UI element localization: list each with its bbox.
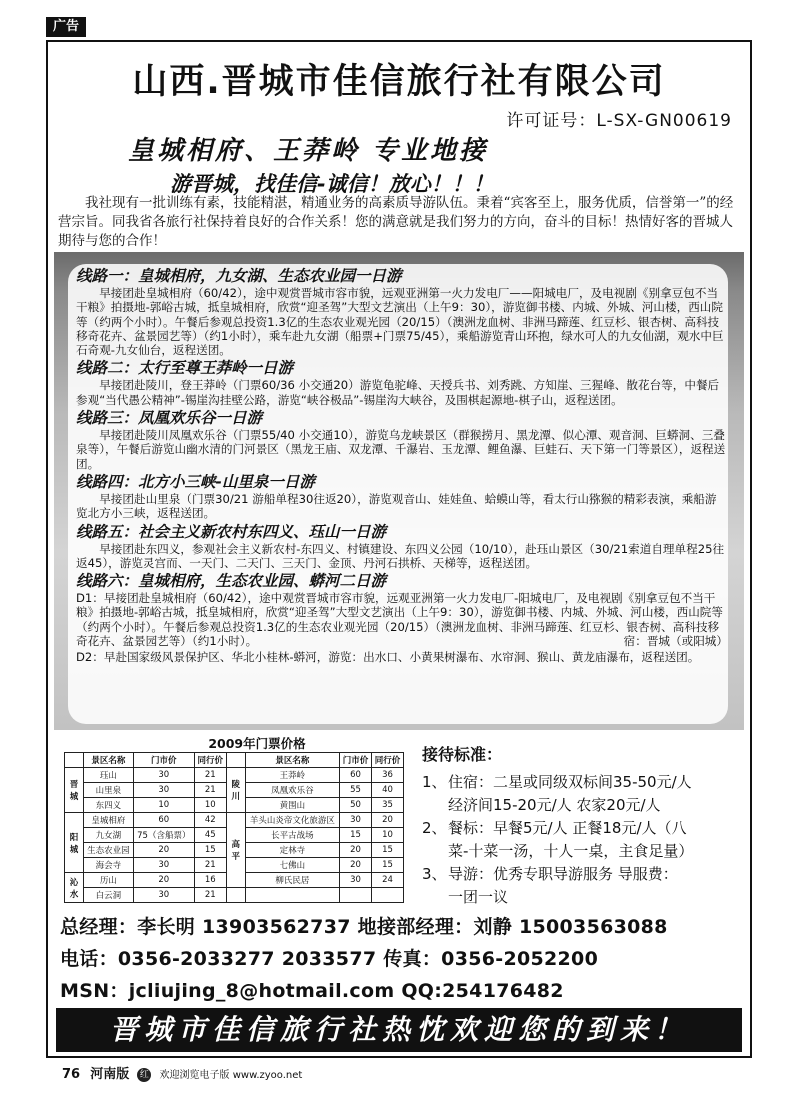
contact-msn-qq: MSN：jcliujing_8@hotmail.com QQ:254176482 (60, 980, 564, 1002)
ad-tag: 广告 (46, 17, 86, 37)
browse-link[interactable]: 欢迎浏览电子版 www.zyoo.net (159, 1070, 303, 1081)
retail-price: 30 (133, 888, 194, 903)
page-number: 76 (62, 1067, 81, 1082)
slogan-main: 皇城相府、王莽岭 专业地接 (128, 136, 489, 166)
item-line: 菜-十菜一汤，十人一桌，主食足量） (448, 842, 694, 860)
scenic-name: 东四义 (84, 798, 134, 813)
trade-price: 15 (194, 843, 226, 858)
item-number: 3、 (422, 865, 447, 883)
region-label: 高平 (226, 813, 245, 888)
advert-frame (46, 40, 752, 1058)
table-cell (245, 888, 339, 903)
scenic-name: 羊头山炎帝文化旅游区 (245, 813, 339, 828)
scenic-name: 七佛山 (245, 858, 339, 873)
welcome-banner: 晋城市佳信旅行社热忱欢迎您的到来！ (56, 1008, 742, 1052)
table-row (65, 888, 404, 903)
scenic-name: 历山 (84, 873, 134, 888)
trade-price: 15 (372, 858, 404, 873)
trade-price: 35 (372, 798, 404, 813)
retail-price: 10 (133, 798, 194, 813)
reception-title: 接待标准： (422, 745, 503, 764)
column-header: 景区名称 (84, 753, 134, 768)
route-title: 线路一：皇城相府，九女湖、生态农业园一日游 (76, 267, 402, 285)
route-title: 线路五：社会主义新农村东四义、珏山一日游 (76, 522, 387, 541)
item-line: 餐标：早餐5元/人 正餐18元/人（八 (448, 819, 687, 837)
license-number: 许可证号：L-SX-GN00619 (506, 111, 732, 131)
route-desc: 早接团赴皇城相府（60/42），途中观赏晋城市容市貌，远观亚洲第一火力发电厂——阳城电厂，及电视剧《别拿豆包不当干粮》拍摄地-郭峪古城，抵皇城相府，欣赏“迎圣驾”大型文艺演出（上午9：30），游览御书楼、内城、外城、河山楼，西山院等（约两个小时）。午餐后参观总投资1.3亿的生态农业观光园（20/15）（澳洲龙血树、非洲马蹄莲、红豆杉、银杏树、高科技移奇花卉、盆景园艺等）（约1小时），乘车赴九女湖（船票+门票75/45），乘船游览青山环抱，绿水可人的九女仙湖，观水中巨石奇观-九女仙台，返程送团。 (76, 286, 724, 358)
retail-price: 30 (340, 813, 372, 828)
scenic-name: 海会寺 (84, 858, 134, 873)
retail-price: 75（含船票） (133, 828, 194, 843)
route-desc: 早接团赴东四义，参观社会主义新农村-东四义、村镇建设、东四义公园（10/10），赴珏山景区（30/21索道自理单程25往返45），游览灵宫而、一天门、二天门、三天门、金顶、丹河石拱桥、天梯等，返程送团。 (76, 541, 725, 570)
route-day1: D1：早接团赴皇城相府（60/42），途中观赏晋城市容市貌，远观亚洲第一火力发电厂-阳城电厂，及电视剧《别拿豆包不当干粮》拍摄地-郭峪古城，抵皇城相府，欣赏“迎圣驾”大型文艺演出（上午9：30），游览御书楼、内城、外城、河山楼，西山院等（约两个小时）。午餐后参观总投资1.3亿的生态农业观光园（20/15）（澳洲龙血树、非洲马蹄莲、红豆杉、银杏树、高科技移奇花卉、盆景园艺等）（约1小时）。 (76, 591, 723, 649)
reception-standards (422, 742, 742, 909)
route-title: 线路三：凤凰欢乐谷一日游 (76, 409, 263, 428)
contact-managers: 总经理：李长明 13903562737 地接部经理：刘静 15003563088 (60, 916, 668, 938)
reception-item (422, 863, 742, 909)
edition-label: 河南版 (90, 1067, 130, 1082)
item-number: 1、 (422, 773, 447, 791)
trade-price: 16 (194, 873, 226, 888)
intro-paragraph: 我社现有一批训练有素，技能精湛，精通业务的高素质导游队伍。秉着“宾客至上，服务优质，信誉第一”的经营宗旨。同我省各旅行社保持着良好的合作关系！您的满意就是我们努力的方向，奋斗的目标！热情好客的晋城人期待与您的合作！ (58, 195, 734, 249)
route-title: 线路六：皇城相府，生态农业园、蟒河二日游 (76, 572, 387, 591)
retail-price: 30 (133, 768, 194, 783)
table-cell (340, 888, 372, 903)
retail-price: 60 (133, 813, 194, 828)
scenic-name: 皇城相府 (84, 813, 134, 828)
item-line: 住宿：二星或同级双标间35-50元/人 (448, 773, 692, 791)
region-label: 晋城 (65, 768, 84, 813)
table-row (65, 768, 404, 783)
region-header (65, 753, 84, 768)
trade-price: 21 (194, 858, 226, 873)
prices-title: 2009年门票价格 (208, 736, 306, 751)
retail-price: 20 (340, 858, 372, 873)
ticket-prices (64, 734, 410, 903)
scenic-name: 长平古战场 (245, 828, 339, 843)
publication-logo-icon: 红 (137, 1068, 151, 1082)
routes-section (54, 252, 744, 730)
retail-price: 20 (340, 843, 372, 858)
reception-item (422, 817, 742, 863)
scenic-name: 珏山 (84, 768, 134, 783)
route-desc: 早接团赴陵川凤凰欢乐谷（门票55/40 小交通10），游览乌龙峡景区（群猴捞月、黑龙潭、似心潭、观音洞、巨蟒洞、三叠泉等），午餐后游览山幽水清的门河景区（黑龙王庙、双龙潭、千瀑岩、玉龙潭、鲤鱼瀑、巨蛙石、天下第一门等景区），返程送团。 (76, 428, 726, 471)
trade-price: 42 (194, 813, 226, 828)
retail-price: 15 (340, 828, 372, 843)
trade-price: 21 (194, 888, 226, 903)
retail-price: 20 (133, 843, 194, 858)
trade-price: 10 (372, 828, 404, 843)
column-header: 门市价 (133, 753, 194, 768)
retail-price: 50 (340, 798, 372, 813)
reception-item (422, 771, 742, 817)
table-cell (226, 888, 245, 903)
trade-price: 21 (194, 783, 226, 798)
retail-price: 60 (340, 768, 372, 783)
table-cell (372, 888, 404, 903)
scenic-name: 柳氏民居 (245, 873, 339, 888)
trade-price: 24 (372, 873, 404, 888)
routes-list (76, 267, 728, 667)
table-header-row (65, 753, 404, 768)
route-desc: 早接团赴山里泉（门票30/21 游船单程30往返20），游览观音山、娃娃鱼、蛤蟆山等，看太行山猕猴的精彩表演，乘船游览北方小三峡，返程送团。 (76, 491, 717, 521)
trade-price: 45 (194, 828, 226, 843)
column-header: 同行价 (194, 753, 226, 768)
contact-phone-fax: 电话：0356-2033277 2033577 传真：0356-2052200 (60, 948, 599, 970)
region-label: 沁水 (65, 873, 84, 903)
scenic-name: 王莽岭 (245, 768, 339, 783)
retail-price: 55 (340, 783, 372, 798)
item-line: 一团一议 (448, 888, 509, 906)
column-header: 景区名称 (245, 753, 339, 768)
route-desc: D2：早赴国家级风景保护区、华北小桂林-蟒河，游览：出水口、小黄果树瀑布、水帘洞、猴山、黄龙庙瀑布，返程送团。 (76, 650, 700, 665)
region-label: 阳城 (65, 813, 84, 873)
retail-price: 30 (340, 873, 372, 888)
item-line: 导游：优秀专职导游服务 导服费： (448, 865, 678, 883)
trade-price: 20 (372, 813, 404, 828)
scenic-name: 生态农业园 (84, 843, 134, 858)
scenic-name: 凤凰欢乐谷 (245, 783, 339, 798)
column-header: 门市价 (340, 753, 372, 768)
scenic-name: 九女湖 (84, 828, 134, 843)
price-table (64, 752, 404, 903)
slogan-sub: 游晋城，找佳信-诚信！放心！！！ (170, 172, 494, 196)
route-desc (76, 591, 728, 648)
table-row (65, 813, 404, 828)
item-line: 经济间15-20元/人 农家20元/人 (448, 796, 661, 814)
region-label: 陵川 (226, 768, 245, 813)
trade-price: 15 (372, 843, 404, 858)
scenic-name: 山里泉 (84, 783, 134, 798)
column-header: 同行价 (372, 753, 404, 768)
route-lodging: 宿：晋城（或阳城） (623, 634, 728, 649)
scenic-name: 定林寺 (245, 843, 339, 858)
scenic-name: 白云洞 (84, 888, 134, 903)
trade-price: 40 (372, 783, 404, 798)
scenic-name: 黄围山 (245, 798, 339, 813)
trade-price: 10 (194, 798, 226, 813)
trade-price: 36 (372, 768, 404, 783)
company-name: 山西.晋城市佳信旅行社有限公司 (132, 62, 666, 102)
trade-price: 21 (194, 768, 226, 783)
retail-price: 30 (133, 858, 194, 873)
route-title: 线路四：北方小三峡-山里泉一日游 (76, 472, 315, 491)
route-desc: 早接团赴陵川，登王莽岭（门票60/36 小交通20）游览龟驼峰、天授兵书、刘秀跳、方知崖、三猩峰、散花台等，中餐后参观“当代愚公精神”-锡崖沟挂壁公路，游览“峡谷极品”-锡崖沟大峡谷，及围棋起源地-棋子山，返程送团。 (76, 378, 720, 407)
item-number: 2、 (422, 819, 447, 837)
page-footer (62, 1063, 302, 1082)
region-header (226, 753, 245, 768)
route-title: 线路二：太行至尊王莽岭一日游 (76, 359, 294, 378)
retail-price: 30 (133, 783, 194, 798)
retail-price: 20 (133, 873, 194, 888)
